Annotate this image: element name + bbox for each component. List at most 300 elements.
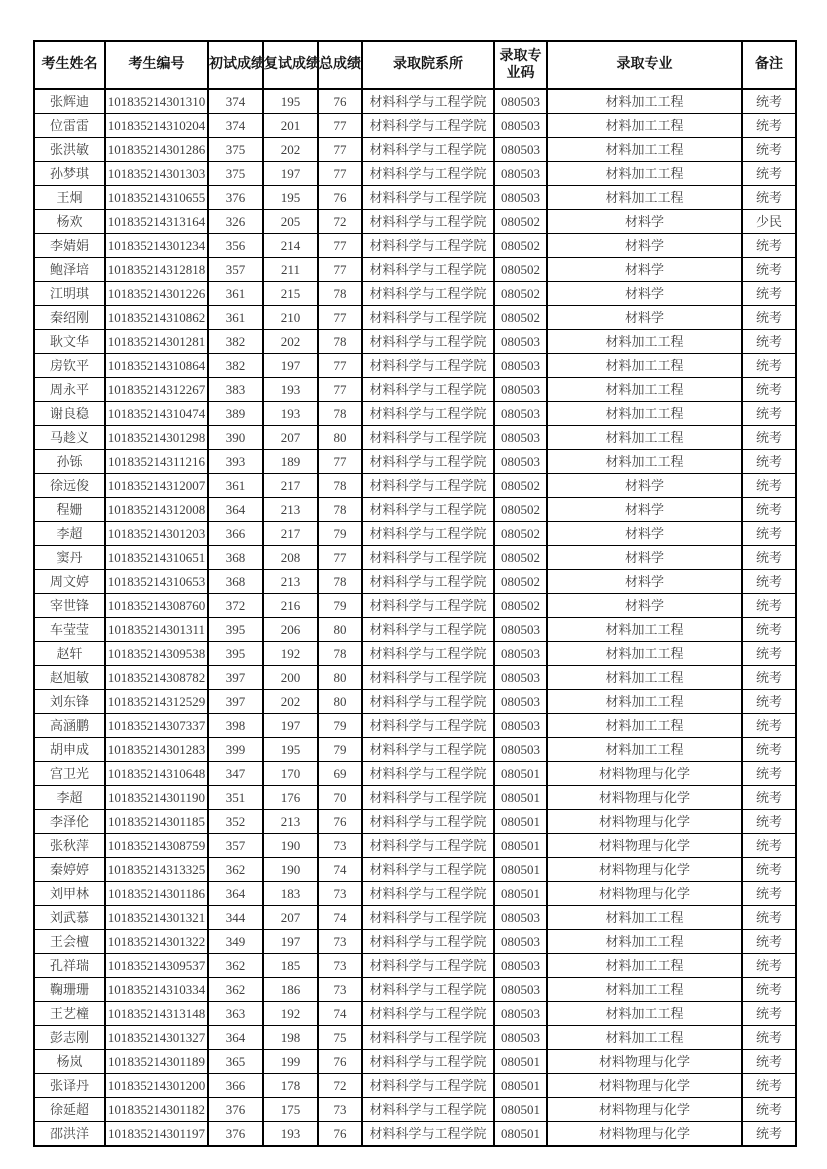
cell-initial-score: 361 xyxy=(208,474,263,498)
cell-major: 材料加工工程 xyxy=(547,186,742,210)
cell-retest-score: 193 xyxy=(263,1122,318,1147)
cell-remark: 统考 xyxy=(742,1074,796,1098)
cell-remark: 统考 xyxy=(742,89,796,114)
cell-major-code: 080503 xyxy=(494,954,547,978)
cell-total-score: 69 xyxy=(318,762,362,786)
cell-department: 材料科学与工程学院 xyxy=(362,810,494,834)
cell-major-code: 080503 xyxy=(494,1002,547,1026)
cell-major: 材料加工工程 xyxy=(547,738,742,762)
cell-department: 材料科学与工程学院 xyxy=(362,474,494,498)
cell-candidate-no: 101835214301286 xyxy=(105,138,208,162)
table-row xyxy=(34,618,796,642)
cell-major-code: 080501 xyxy=(494,810,547,834)
cell-total-score: 79 xyxy=(318,738,362,762)
cell-candidate-no: 101835214301281 xyxy=(105,330,208,354)
cell-initial-score: 376 xyxy=(208,1122,263,1147)
cell-retest-score: 170 xyxy=(263,762,318,786)
table-row xyxy=(34,354,796,378)
table-row xyxy=(34,378,796,402)
cell-candidate-no: 101835214301283 xyxy=(105,738,208,762)
cell-major: 材料加工工程 xyxy=(547,89,742,114)
cell-candidate-name: 王会檀 xyxy=(34,930,105,954)
header-initial-score: 初试成绩 xyxy=(208,41,263,89)
cell-initial-score: 352 xyxy=(208,810,263,834)
cell-major: 材料加工工程 xyxy=(547,162,742,186)
cell-department: 材料科学与工程学院 xyxy=(362,570,494,594)
cell-initial-score: 393 xyxy=(208,450,263,474)
cell-department: 材料科学与工程学院 xyxy=(362,450,494,474)
cell-department: 材料科学与工程学院 xyxy=(362,162,494,186)
cell-candidate-name: 张辉迪 xyxy=(34,89,105,114)
cell-retest-score: 213 xyxy=(263,810,318,834)
cell-department: 材料科学与工程学院 xyxy=(362,786,494,810)
cell-candidate-no: 101835214301189 xyxy=(105,1050,208,1074)
cell-total-score: 78 xyxy=(318,642,362,666)
cell-total-score: 78 xyxy=(318,282,362,306)
cell-remark: 统考 xyxy=(742,906,796,930)
cell-department: 材料科学与工程学院 xyxy=(362,306,494,330)
cell-major-code: 080502 xyxy=(494,570,547,594)
cell-major: 材料物理与化学 xyxy=(547,1074,742,1098)
admission-list-table xyxy=(33,40,797,1147)
table-row xyxy=(34,954,796,978)
cell-retest-score: 216 xyxy=(263,594,318,618)
cell-candidate-name: 孔祥瑞 xyxy=(34,954,105,978)
table-row xyxy=(34,474,796,498)
cell-candidate-name: 杨岚 xyxy=(34,1050,105,1074)
table-row xyxy=(34,258,796,282)
cell-remark: 统考 xyxy=(742,618,796,642)
cell-initial-score: 357 xyxy=(208,834,263,858)
cell-major: 材料加工工程 xyxy=(547,690,742,714)
cell-retest-score: 215 xyxy=(263,282,318,306)
cell-major-code: 080503 xyxy=(494,978,547,1002)
cell-major: 材料加工工程 xyxy=(547,714,742,738)
cell-major: 材料物理与化学 xyxy=(547,1098,742,1122)
cell-initial-score: 361 xyxy=(208,282,263,306)
cell-candidate-no: 101835214310655 xyxy=(105,186,208,210)
cell-total-score: 76 xyxy=(318,89,362,114)
cell-major: 材料学 xyxy=(547,474,742,498)
cell-initial-score: 362 xyxy=(208,954,263,978)
cell-retest-score: 186 xyxy=(263,978,318,1002)
cell-major: 材料加工工程 xyxy=(547,1002,742,1026)
cell-major: 材料加工工程 xyxy=(547,450,742,474)
cell-retest-score: 195 xyxy=(263,738,318,762)
cell-major-code: 080503 xyxy=(494,114,547,138)
cell-total-score: 73 xyxy=(318,1098,362,1122)
cell-candidate-name: 刘武慕 xyxy=(34,906,105,930)
cell-department: 材料科学与工程学院 xyxy=(362,426,494,450)
cell-candidate-no: 101835214301200 xyxy=(105,1074,208,1098)
cell-major-code: 080503 xyxy=(494,666,547,690)
cell-remark: 统考 xyxy=(742,954,796,978)
cell-candidate-no: 101835214310648 xyxy=(105,762,208,786)
cell-candidate-name: 谢良稳 xyxy=(34,402,105,426)
cell-candidate-no: 101835214311216 xyxy=(105,450,208,474)
cell-retest-score: 190 xyxy=(263,858,318,882)
table-row xyxy=(34,1074,796,1098)
cell-major-code: 080503 xyxy=(494,714,547,738)
cell-major-code: 080501 xyxy=(494,1074,547,1098)
cell-initial-score: 376 xyxy=(208,186,263,210)
cell-major: 材料加工工程 xyxy=(547,906,742,930)
cell-department: 材料科学与工程学院 xyxy=(362,1098,494,1122)
cell-candidate-no: 101835214310862 xyxy=(105,306,208,330)
cell-candidate-name: 秦婷婷 xyxy=(34,858,105,882)
cell-initial-score: 357 xyxy=(208,258,263,282)
cell-retest-score: 195 xyxy=(263,89,318,114)
cell-candidate-name: 马趁义 xyxy=(34,426,105,450)
cell-remark: 统考 xyxy=(742,282,796,306)
cell-remark: 统考 xyxy=(742,426,796,450)
cell-candidate-name: 张译丹 xyxy=(34,1074,105,1098)
cell-candidate-no: 101835214301303 xyxy=(105,162,208,186)
cell-department: 材料科学与工程学院 xyxy=(362,282,494,306)
cell-initial-score: 366 xyxy=(208,1074,263,1098)
cell-initial-score: 383 xyxy=(208,378,263,402)
table-row xyxy=(34,114,796,138)
cell-initial-score: 382 xyxy=(208,354,263,378)
cell-major: 材料加工工程 xyxy=(547,330,742,354)
cell-major-code: 080501 xyxy=(494,1122,547,1147)
cell-retest-score: 214 xyxy=(263,234,318,258)
cell-major-code: 080503 xyxy=(494,906,547,930)
cell-candidate-name: 孙铄 xyxy=(34,450,105,474)
cell-total-score: 77 xyxy=(318,378,362,402)
cell-total-score: 74 xyxy=(318,906,362,930)
cell-candidate-no: 101835214308759 xyxy=(105,834,208,858)
cell-candidate-name: 鲍泽培 xyxy=(34,258,105,282)
cell-major-code: 080503 xyxy=(494,642,547,666)
cell-department: 材料科学与工程学院 xyxy=(362,378,494,402)
cell-retest-score: 200 xyxy=(263,666,318,690)
cell-major: 材料物理与化学 xyxy=(547,786,742,810)
cell-major: 材料加工工程 xyxy=(547,666,742,690)
cell-department: 材料科学与工程学院 xyxy=(362,546,494,570)
cell-major-code: 080503 xyxy=(494,738,547,762)
cell-initial-score: 363 xyxy=(208,1002,263,1026)
cell-initial-score: 389 xyxy=(208,402,263,426)
cell-retest-score: 197 xyxy=(263,354,318,378)
cell-initial-score: 349 xyxy=(208,930,263,954)
cell-initial-score: 372 xyxy=(208,594,263,618)
cell-initial-score: 374 xyxy=(208,89,263,114)
table-row xyxy=(34,522,796,546)
cell-retest-score: 206 xyxy=(263,618,318,642)
cell-initial-score: 374 xyxy=(208,114,263,138)
cell-total-score: 73 xyxy=(318,954,362,978)
cell-candidate-no: 101835214301321 xyxy=(105,906,208,930)
cell-total-score: 79 xyxy=(318,594,362,618)
cell-major: 材料学 xyxy=(547,522,742,546)
cell-major-code: 080503 xyxy=(494,450,547,474)
cell-retest-score: 217 xyxy=(263,474,318,498)
cell-major: 材料学 xyxy=(547,306,742,330)
cell-candidate-name: 鞠珊珊 xyxy=(34,978,105,1002)
cell-remark: 统考 xyxy=(742,114,796,138)
cell-total-score: 80 xyxy=(318,666,362,690)
cell-initial-score: 347 xyxy=(208,762,263,786)
cell-department: 材料科学与工程学院 xyxy=(362,738,494,762)
table-row xyxy=(34,162,796,186)
cell-remark: 统考 xyxy=(742,570,796,594)
cell-candidate-no: 101835214309538 xyxy=(105,642,208,666)
cell-major: 材料学 xyxy=(547,594,742,618)
cell-candidate-no: 101835214309537 xyxy=(105,954,208,978)
cell-major-code: 080502 xyxy=(494,474,547,498)
cell-department: 材料科学与工程学院 xyxy=(362,642,494,666)
cell-major: 材料物理与化学 xyxy=(547,810,742,834)
cell-candidate-no: 101835214301310 xyxy=(105,89,208,114)
cell-candidate-name: 宫卫光 xyxy=(34,762,105,786)
table-row xyxy=(34,834,796,858)
cell-total-score: 76 xyxy=(318,186,362,210)
cell-major: 材料学 xyxy=(547,258,742,282)
cell-major-code: 080501 xyxy=(494,858,547,882)
cell-major-code: 080501 xyxy=(494,786,547,810)
cell-remark: 统考 xyxy=(742,642,796,666)
cell-retest-score: 185 xyxy=(263,954,318,978)
cell-department: 材料科学与工程学院 xyxy=(362,1002,494,1026)
cell-initial-score: 382 xyxy=(208,330,263,354)
cell-major-code: 080503 xyxy=(494,1026,547,1050)
cell-department: 材料科学与工程学院 xyxy=(362,906,494,930)
cell-initial-score: 397 xyxy=(208,690,263,714)
cell-major-code: 080503 xyxy=(494,402,547,426)
cell-department: 材料科学与工程学院 xyxy=(362,354,494,378)
table-row xyxy=(34,666,796,690)
table-header xyxy=(34,41,796,89)
cell-remark: 统考 xyxy=(742,1026,796,1050)
cell-candidate-name: 宰世锋 xyxy=(34,594,105,618)
cell-department: 材料科学与工程学院 xyxy=(362,138,494,162)
cell-major: 材料学 xyxy=(547,282,742,306)
cell-total-score: 78 xyxy=(318,498,362,522)
cell-total-score: 80 xyxy=(318,426,362,450)
cell-retest-score: 202 xyxy=(263,330,318,354)
cell-major: 材料物理与化学 xyxy=(547,858,742,882)
table-row xyxy=(34,1050,796,1074)
cell-remark: 统考 xyxy=(742,498,796,522)
cell-candidate-no: 101835214310651 xyxy=(105,546,208,570)
cell-candidate-no: 101835214313325 xyxy=(105,858,208,882)
cell-candidate-name: 位雷雷 xyxy=(34,114,105,138)
cell-major-code: 080503 xyxy=(494,426,547,450)
cell-candidate-name: 高涵鹏 xyxy=(34,714,105,738)
cell-major: 材料物理与化学 xyxy=(547,834,742,858)
cell-initial-score: 364 xyxy=(208,1026,263,1050)
cell-candidate-name: 杨欢 xyxy=(34,210,105,234)
cell-remark: 统考 xyxy=(742,258,796,282)
cell-candidate-no: 101835214301197 xyxy=(105,1122,208,1147)
cell-initial-score: 395 xyxy=(208,618,263,642)
cell-remark: 统考 xyxy=(742,834,796,858)
cell-retest-score: 213 xyxy=(263,498,318,522)
cell-candidate-name: 王炯 xyxy=(34,186,105,210)
table-row xyxy=(34,186,796,210)
cell-major: 材料学 xyxy=(547,498,742,522)
cell-initial-score: 365 xyxy=(208,1050,263,1074)
cell-initial-score: 368 xyxy=(208,546,263,570)
cell-remark: 统考 xyxy=(742,738,796,762)
cell-initial-score: 362 xyxy=(208,978,263,1002)
cell-major-code: 080502 xyxy=(494,258,547,282)
cell-major: 材料学 xyxy=(547,570,742,594)
cell-major-code: 080503 xyxy=(494,690,547,714)
cell-total-score: 77 xyxy=(318,354,362,378)
cell-department: 材料科学与工程学院 xyxy=(362,1122,494,1147)
cell-remark: 统考 xyxy=(742,930,796,954)
cell-remark: 统考 xyxy=(742,762,796,786)
cell-remark: 统考 xyxy=(742,546,796,570)
cell-total-score: 78 xyxy=(318,402,362,426)
cell-total-score: 77 xyxy=(318,162,362,186)
cell-candidate-name: 邵洪洋 xyxy=(34,1122,105,1147)
cell-candidate-name: 窦丹 xyxy=(34,546,105,570)
cell-total-score: 77 xyxy=(318,138,362,162)
cell-candidate-no: 101835214310204 xyxy=(105,114,208,138)
header-retest-score: 复试成绩 xyxy=(263,41,318,89)
cell-retest-score: 197 xyxy=(263,714,318,738)
cell-initial-score: 326 xyxy=(208,210,263,234)
cell-department: 材料科学与工程学院 xyxy=(362,114,494,138)
cell-initial-score: 364 xyxy=(208,498,263,522)
cell-retest-score: 207 xyxy=(263,906,318,930)
cell-retest-score: 208 xyxy=(263,546,318,570)
cell-candidate-name: 李泽伦 xyxy=(34,810,105,834)
cell-major-code: 080503 xyxy=(494,162,547,186)
cell-major: 材料物理与化学 xyxy=(547,1050,742,1074)
cell-remark: 统考 xyxy=(742,378,796,402)
header-row xyxy=(34,41,796,89)
cell-candidate-name: 耿文华 xyxy=(34,330,105,354)
cell-major-code: 080502 xyxy=(494,306,547,330)
cell-major-code: 080502 xyxy=(494,234,547,258)
cell-candidate-no: 101835214308760 xyxy=(105,594,208,618)
cell-initial-score: 375 xyxy=(208,162,263,186)
cell-initial-score: 375 xyxy=(208,138,263,162)
cell-candidate-no: 101835214301298 xyxy=(105,426,208,450)
cell-department: 材料科学与工程学院 xyxy=(362,186,494,210)
cell-major: 材料加工工程 xyxy=(547,138,742,162)
cell-candidate-name: 王艺橦 xyxy=(34,1002,105,1026)
cell-candidate-name: 徐延超 xyxy=(34,1098,105,1122)
cell-major: 材料加工工程 xyxy=(547,954,742,978)
cell-candidate-name: 彭志刚 xyxy=(34,1026,105,1050)
cell-remark: 统考 xyxy=(742,330,796,354)
cell-remark: 统考 xyxy=(742,690,796,714)
cell-candidate-no: 101835214313148 xyxy=(105,1002,208,1026)
header-remark: 备注 xyxy=(742,41,796,89)
cell-major-code: 080503 xyxy=(494,186,547,210)
cell-retest-score: 199 xyxy=(263,1050,318,1074)
cell-total-score: 73 xyxy=(318,882,362,906)
cell-candidate-no: 101835214301203 xyxy=(105,522,208,546)
table-row xyxy=(34,306,796,330)
header-candidate-name: 考生姓名 xyxy=(34,41,105,89)
cell-retest-score: 189 xyxy=(263,450,318,474)
cell-remark: 统考 xyxy=(742,810,796,834)
cell-department: 材料科学与工程学院 xyxy=(362,402,494,426)
cell-initial-score: 397 xyxy=(208,666,263,690)
cell-total-score: 80 xyxy=(318,690,362,714)
cell-major: 材料加工工程 xyxy=(547,930,742,954)
cell-retest-score: 192 xyxy=(263,1002,318,1026)
table-row xyxy=(34,930,796,954)
cell-retest-score: 207 xyxy=(263,426,318,450)
cell-remark: 统考 xyxy=(742,714,796,738)
cell-candidate-no: 101835214301311 xyxy=(105,618,208,642)
table-row xyxy=(34,210,796,234)
cell-department: 材料科学与工程学院 xyxy=(362,618,494,642)
cell-total-score: 77 xyxy=(318,450,362,474)
cell-retest-score: 210 xyxy=(263,306,318,330)
cell-department: 材料科学与工程学院 xyxy=(362,1074,494,1098)
cell-retest-score: 175 xyxy=(263,1098,318,1122)
cell-candidate-no: 101835214301327 xyxy=(105,1026,208,1050)
cell-major-code: 080503 xyxy=(494,378,547,402)
table-row xyxy=(34,1026,796,1050)
cell-candidate-no: 101835214312818 xyxy=(105,258,208,282)
cell-initial-score: 390 xyxy=(208,426,263,450)
cell-candidate-no: 101835214301234 xyxy=(105,234,208,258)
cell-total-score: 76 xyxy=(318,1122,362,1147)
cell-department: 材料科学与工程学院 xyxy=(362,882,494,906)
cell-candidate-name: 赵旭敏 xyxy=(34,666,105,690)
cell-candidate-name: 周文婷 xyxy=(34,570,105,594)
cell-total-score: 72 xyxy=(318,1074,362,1098)
cell-candidate-name: 周永平 xyxy=(34,378,105,402)
cell-remark: 统考 xyxy=(742,522,796,546)
cell-total-score: 73 xyxy=(318,834,362,858)
cell-total-score: 77 xyxy=(318,114,362,138)
cell-major-code: 080501 xyxy=(494,882,547,906)
cell-major: 材料加工工程 xyxy=(547,1026,742,1050)
cell-initial-score: 362 xyxy=(208,858,263,882)
cell-remark: 统考 xyxy=(742,354,796,378)
cell-remark: 统考 xyxy=(742,858,796,882)
cell-department: 材料科学与工程学院 xyxy=(362,234,494,258)
cell-candidate-name: 李超 xyxy=(34,522,105,546)
table-row xyxy=(34,426,796,450)
cell-candidate-no: 101835214310334 xyxy=(105,978,208,1002)
cell-candidate-name: 江明琪 xyxy=(34,282,105,306)
cell-retest-score: 183 xyxy=(263,882,318,906)
cell-initial-score: 368 xyxy=(208,570,263,594)
table-row xyxy=(34,450,796,474)
cell-major: 材料加工工程 xyxy=(547,642,742,666)
cell-candidate-no: 101835214308782 xyxy=(105,666,208,690)
cell-department: 材料科学与工程学院 xyxy=(362,762,494,786)
cell-total-score: 70 xyxy=(318,786,362,810)
cell-candidate-name: 程姗 xyxy=(34,498,105,522)
cell-major-code: 080503 xyxy=(494,89,547,114)
cell-total-score: 77 xyxy=(318,258,362,282)
cell-total-score: 77 xyxy=(318,234,362,258)
cell-candidate-no: 101835214301226 xyxy=(105,282,208,306)
cell-major-code: 080503 xyxy=(494,618,547,642)
table-row xyxy=(34,858,796,882)
cell-candidate-name: 车莹莹 xyxy=(34,618,105,642)
cell-candidate-no: 101835214312267 xyxy=(105,378,208,402)
cell-candidate-no: 101835214312007 xyxy=(105,474,208,498)
cell-major-code: 080502 xyxy=(494,594,547,618)
header-major-code: 录取专业码 xyxy=(494,41,547,89)
cell-remark: 统考 xyxy=(742,1122,796,1147)
cell-remark: 统考 xyxy=(742,666,796,690)
table-row xyxy=(34,786,796,810)
